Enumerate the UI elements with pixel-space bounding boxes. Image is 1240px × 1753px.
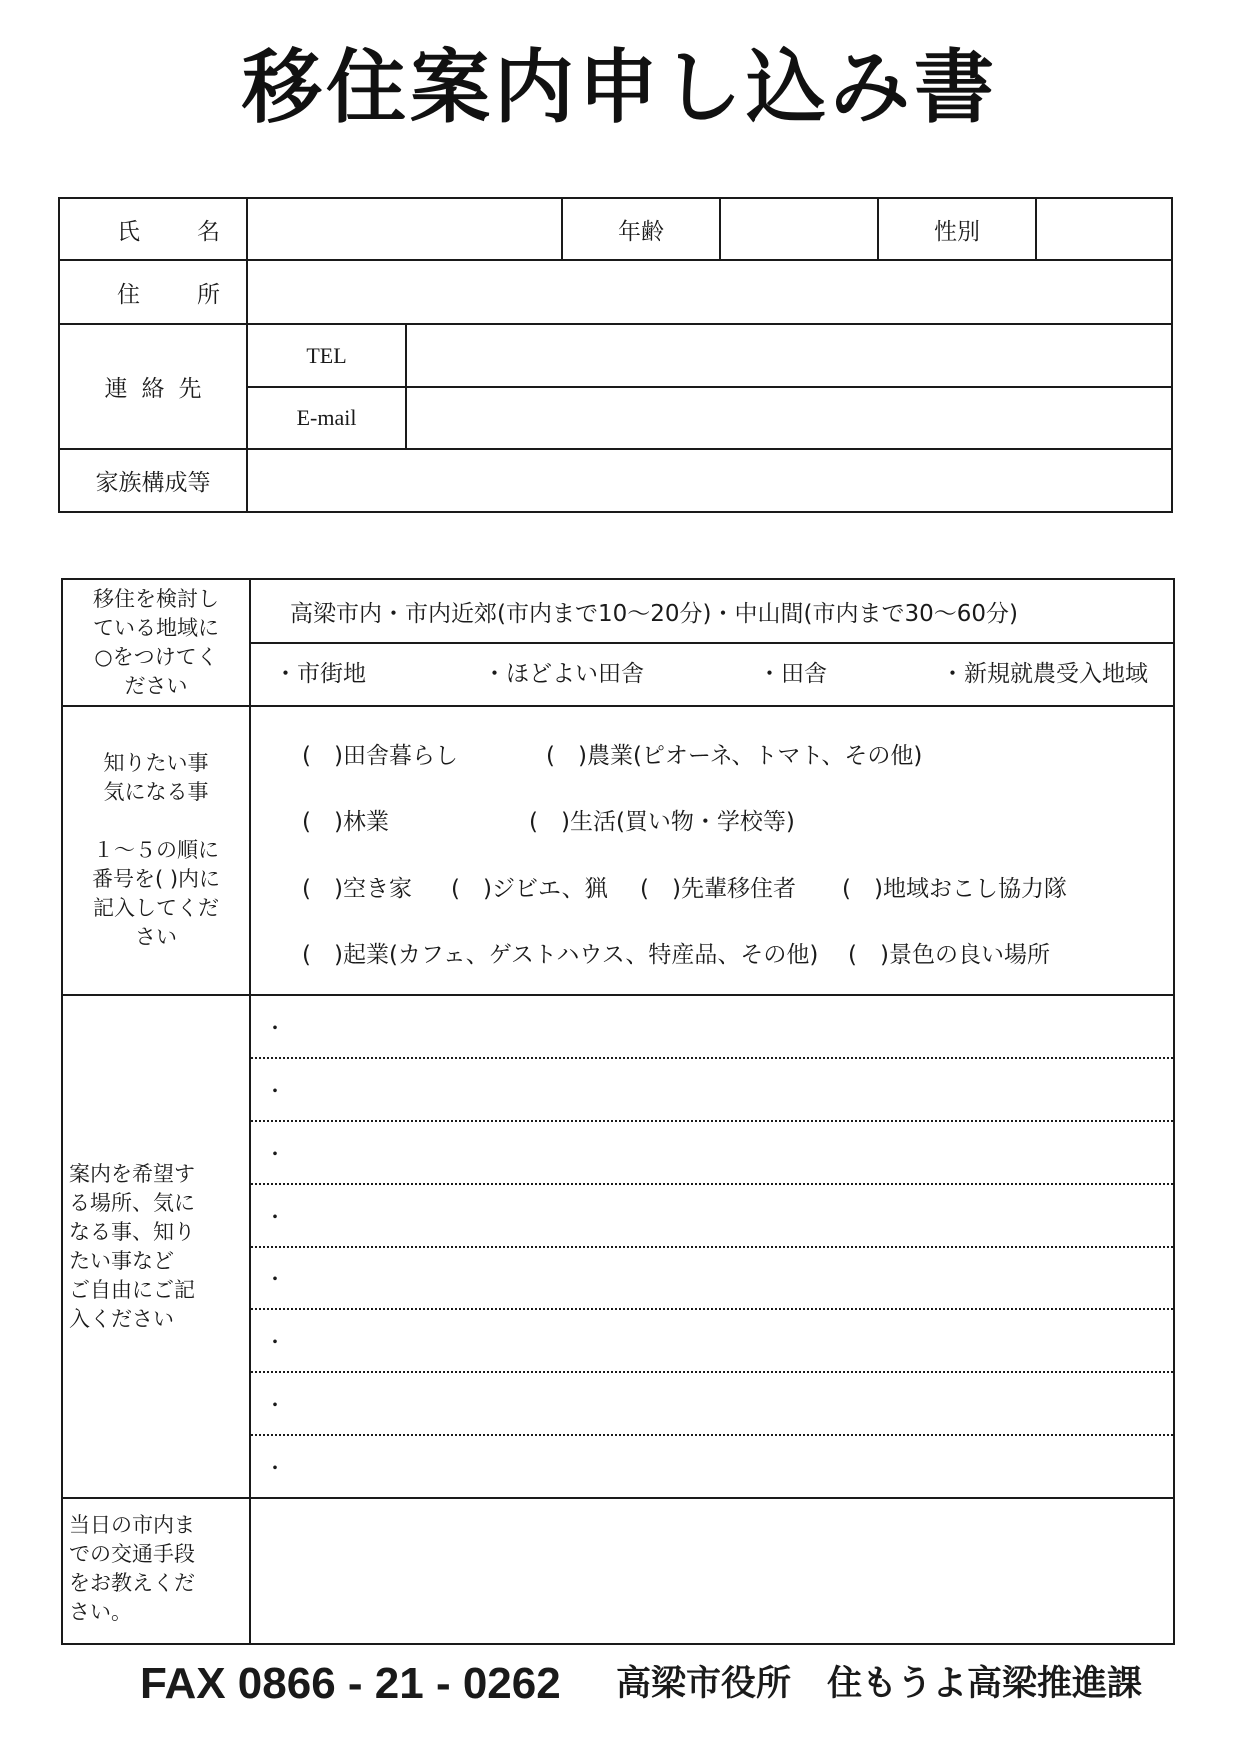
- write-in-line: [251, 1122, 1173, 1185]
- area-label-line: ている地域に: [93, 615, 219, 640]
- guide-label-line: なる事、知り: [69, 1219, 195, 1244]
- write-in-line: [251, 1248, 1173, 1311]
- interests-note-line: １～５の順に: [93, 838, 219, 862]
- area-types-cell: [250, 643, 1174, 706]
- option-vacant-house: ( )空き家: [302, 876, 412, 902]
- option-country-living: ( )田舎暮らし: [302, 743, 458, 769]
- area-label: [62, 579, 250, 706]
- form-title: 移住案内申し込み書: [242, 41, 998, 134]
- area-row-ranges: [62, 579, 1174, 643]
- area-label-line: ださい: [124, 673, 188, 698]
- guide-request-label: [62, 995, 250, 1498]
- area-types: [251, 644, 1173, 705]
- address-value-cell: [247, 260, 1172, 324]
- write-in-line: [251, 1436, 1173, 1497]
- gender-value-cell: [1036, 198, 1172, 260]
- interests-note-line: さい: [135, 925, 177, 949]
- write-in-line: [251, 996, 1173, 1059]
- write-in-line: [251, 1059, 1173, 1122]
- city-office: 高梁市役所: [616, 1664, 792, 1704]
- interests-label-line: 気になる事: [103, 780, 209, 804]
- bullet: ・: [265, 1330, 285, 1355]
- bullet: ・: [265, 1267, 285, 1292]
- guide-request-lines: [251, 996, 1173, 1497]
- tel-label: TEL: [247, 324, 406, 387]
- area-type-new-farming: ・新規就農受入地域: [941, 661, 1148, 687]
- applicant-info-table: [58, 197, 1173, 513]
- option-game-hunting: ( )ジビエ、猟: [451, 876, 608, 902]
- bullet: ・: [265, 1456, 285, 1481]
- guide-request-lines-cell: [250, 995, 1174, 1498]
- area-label-line: ○をつけてく: [94, 644, 218, 669]
- age-value-cell: [720, 198, 878, 260]
- name-value-cell: [247, 198, 562, 260]
- option-scenic-spots: ( )景色の良い場所: [848, 942, 1050, 968]
- bullet: ・: [265, 1204, 285, 1229]
- guide-label-line: 入ください: [69, 1306, 174, 1331]
- interests-label: [62, 706, 250, 995]
- option-forestry: ( )林業: [302, 809, 389, 835]
- guide-request-row: [62, 995, 1174, 1498]
- option-agriculture: ( )農業(ピオーネ、トマト、その他): [546, 743, 923, 769]
- email-value-cell: [406, 387, 1172, 449]
- interests-label-line: 知りたい事: [103, 751, 209, 775]
- interests-row: [62, 706, 1174, 995]
- transport-label: [62, 1498, 250, 1644]
- interests-options-cell: [250, 706, 1174, 995]
- family-label: 家族構成等: [59, 449, 247, 512]
- transport-value-cell: [250, 1498, 1174, 1644]
- area-label-line: 移住を検討し: [93, 586, 219, 611]
- option-daily-life: ( )生活(買い物・学校等): [529, 809, 795, 835]
- address-row: [59, 260, 1172, 324]
- guide-label-line: ご自由にご記: [69, 1277, 195, 1302]
- transport-label-line: をお教えくだ: [69, 1571, 195, 1595]
- write-in-line: [251, 1310, 1173, 1373]
- department-name: 住もうよ高梁推進課: [827, 1664, 1143, 1704]
- tel-row: [59, 324, 1172, 387]
- gender-label: 性別: [878, 198, 1036, 260]
- email-label: E-mail: [247, 387, 406, 449]
- family-row: [59, 449, 1172, 512]
- relocation-details-table: [61, 578, 1175, 1645]
- area-type-semi-rural: ・ほどよい田舎: [483, 661, 644, 687]
- guide-label-line: 案内を希望す: [69, 1161, 195, 1186]
- address-label: 住所: [59, 260, 247, 324]
- area-type-rural: ・田舎: [758, 661, 827, 687]
- label-spacer: [63, 807, 249, 836]
- transport-blank: [251, 1499, 1173, 1643]
- bullet: ・: [265, 1015, 285, 1040]
- interests-note-line: 記入してくだ: [93, 896, 219, 920]
- area-type-urban: ・市街地: [274, 661, 366, 687]
- name-label: 氏名: [59, 198, 247, 260]
- write-in-line: [251, 1373, 1173, 1436]
- interest-options: [251, 707, 1173, 994]
- option-community-corps: ( )地域おこし協力隊: [842, 876, 1067, 902]
- footer-contact: [0, 1658, 1240, 1710]
- interests-note-line: 番号を( )内に: [91, 867, 221, 891]
- option-senior-migrants: ( )先輩移住者: [640, 876, 796, 902]
- tel-value-cell: [406, 324, 1172, 387]
- write-in-line: [251, 1185, 1173, 1248]
- area-ranges-text: 高梁市内・市内近郊(市内まで10～20分)・中山間(市内まで30～60分): [250, 579, 1174, 643]
- family-value-cell: [247, 449, 1172, 512]
- transport-label-line: さい。: [69, 1600, 132, 1624]
- transport-label-line: での交通手段: [69, 1542, 195, 1566]
- guide-label-line: たい事など: [69, 1248, 174, 1273]
- fax-number: FAX 0866 - 21 - 0262: [140, 1659, 561, 1708]
- contact-label: 連絡先: [59, 324, 247, 449]
- guide-label-line: る場所、気に: [69, 1190, 195, 1215]
- bullet: ・: [265, 1141, 285, 1166]
- transport-label-line: 当日の市内ま: [69, 1513, 195, 1537]
- option-start-business: ( )起業(カフェ、ゲストハウス、特産品、その他): [302, 942, 819, 968]
- name-row: [59, 198, 1172, 260]
- age-label: 年齢: [562, 198, 720, 260]
- bullet: ・: [265, 1078, 285, 1103]
- bullet: ・: [265, 1393, 285, 1418]
- transport-row: [62, 1498, 1174, 1644]
